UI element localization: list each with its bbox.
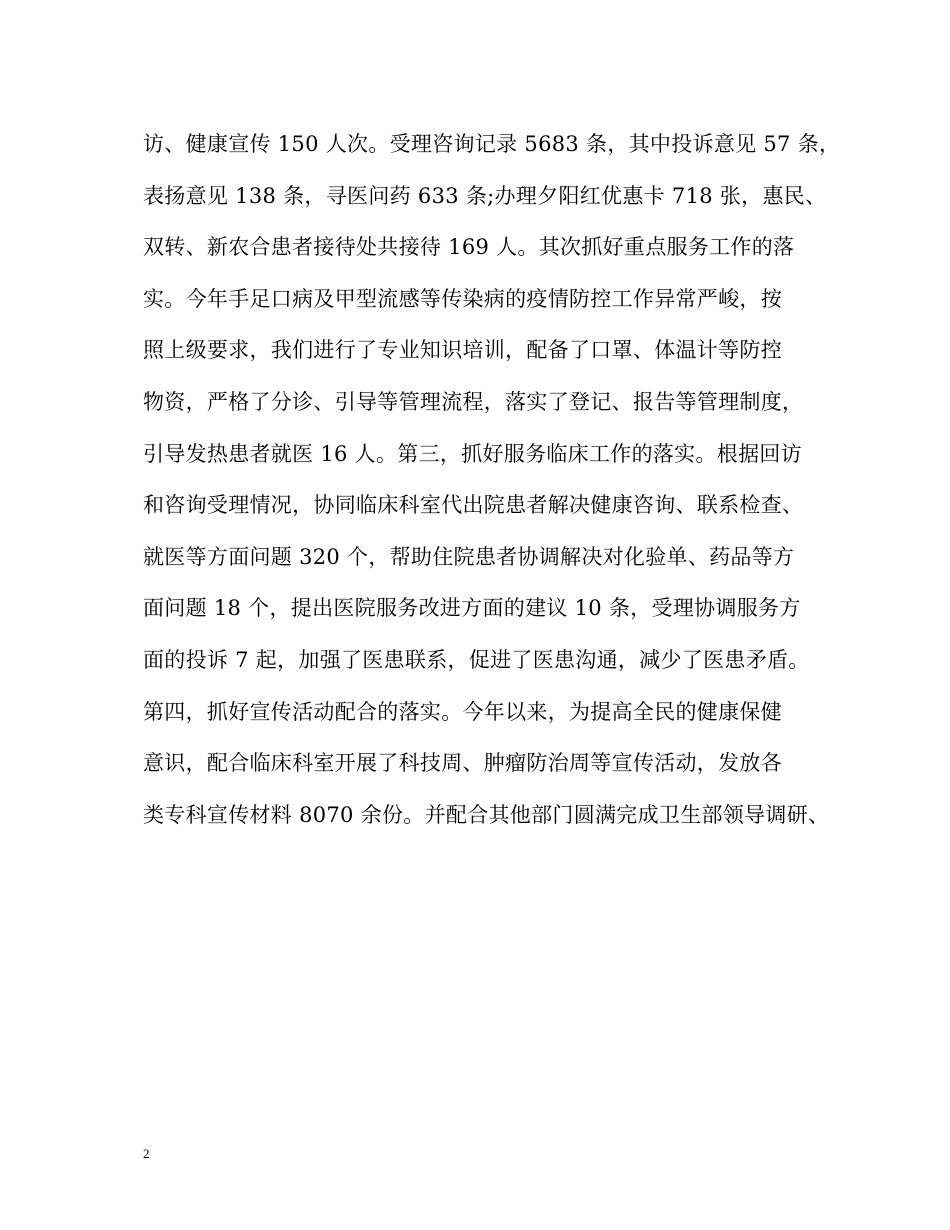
text-line: 访、健康宣传 150 人次。受理咨询记录 5683 条，其中投诉意见 57 条，: [143, 132, 841, 156]
text-line: 表扬意见 138 条，寻医问药 633 条;办理夕阳红优惠卡 718 张，惠民、: [143, 183, 827, 208]
text-line: 和咨询受理情况，协同临床科室代出院患者解决健康咨询、联系检查、: [143, 493, 804, 518]
text-line: 面问题 18 个，提出医院服务改进方面的建议 10 条，受理协调服务方: [143, 596, 801, 621]
text-line: 双转、新农合患者接待处共接待 169 人。其次抓好重点服务工作的落: [143, 235, 795, 260]
text-line: 类专科宣传材料 8070 余份。并配合其他部门圆满完成卫生部领导调研、: [143, 802, 830, 827]
text-line: 意识，配合临床科室开展了科技周、肿瘤防治周等宣传活动，发放各: [143, 751, 782, 776]
page-number: 2: [143, 1146, 150, 1161]
text-line: 照上级要求，我们进行了专业知识培训，配备了口罩、体温计等防控: [143, 338, 782, 363]
body-paragraph: [143, 124, 841, 846]
text-line: 物资，严格了分诊、引导等管理流程，落实了登记、报告等管理制度，: [143, 389, 804, 414]
text-line: 就医等方面问题 320 个，帮助住院患者协调解决对化验单、药品等方: [143, 544, 795, 569]
text-line: 引导发热患者就医 16 人。第三，抓好服务临床工作的落实。根据回访: [143, 441, 802, 466]
text-line: 面的投诉 7 起，加强了医患联系，促进了医患沟通，减少了医患矛盾。: [143, 647, 810, 672]
text-line: 第四，抓好宣传活动配合的落实。今年以来，为提高全民的健康保健: [143, 699, 782, 724]
text-line: 实。今年手足口病及甲型流感等传染病的疫情防控工作异常严峻，按: [143, 286, 782, 311]
